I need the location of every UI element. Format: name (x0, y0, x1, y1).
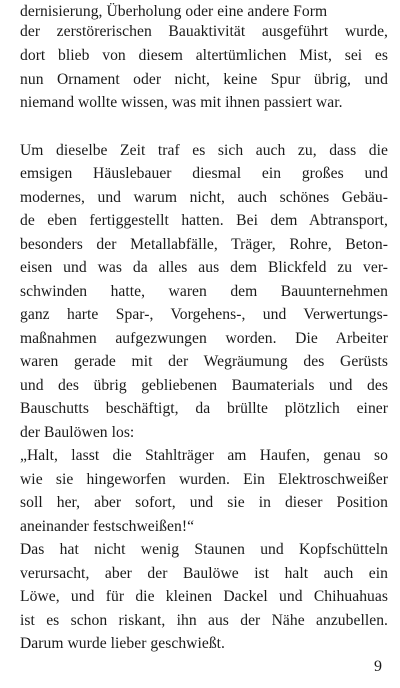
text-line: waren gerade mit der Wegräumung des Gerüsts (20, 353, 388, 370)
text-line: nun Ornament oder nicht, keine Spur übrig, und (20, 71, 388, 88)
page-number: 9 (374, 658, 382, 675)
text-line: schwinden hatte, waren dem Bauunternehmen (20, 283, 388, 300)
text-line: ist es schon riskant, ihn aus der Nähe anzubellen. (20, 612, 388, 629)
text-line: emsigen Häuslebauer diesmal ein großes und (20, 165, 388, 182)
text-line: und des übrig gebliebenen Baumaterials und des (20, 377, 388, 394)
text-line: maßnahmen aufgezwungen worden. Die Arbeiter (20, 330, 388, 347)
text-line: der zerstörerischen Bauaktivität ausgeführt wurde, (20, 23, 388, 40)
text-line: verursacht, aber der Baulöwe ist halt auch ein (20, 565, 388, 582)
text-line: der Baulöwen los: (20, 424, 135, 441)
text-line: modernes, und warum nicht, auch schönes Gebäu- (20, 189, 388, 206)
text-line: dort blieb von diesem altertümlichen Mist, sei es (20, 47, 388, 64)
book-page (20, 0, 388, 688)
text-line: niemand wollte wissen, was mit ihnen passiert war. (20, 94, 343, 111)
text-line: wie sie hingeworfen wurden. Ein Elektroschweißer (20, 471, 388, 488)
text-line: dernisierung, Überholung oder eine andere Form (20, 3, 328, 20)
text-line: ganz harte Spar-, Vorgehens-, und Verwertungs- (20, 306, 388, 323)
text-line: Um dieselbe Zeit traf es sich auch zu, dass die (20, 142, 388, 159)
text-line: de eben fertiggestellt hatten. Bei dem Abtransport, (20, 212, 388, 229)
text-line: soll her, aber sofort, und sie in dieser Position (20, 494, 388, 511)
text-line: eisen und was da alles aus dem Blickfeld zu ver- (20, 259, 388, 276)
text-line: Löwe, und für die kleinen Dackel und Chihuahuas (20, 588, 388, 605)
text-line: besonders der Metallabfälle, Träger, Rohre, Beton- (20, 236, 388, 253)
text-line: Bauschutts beschäftigt, da brüllte plötzlich einer (20, 400, 388, 417)
text-line: Das hat nicht wenig Staunen und Kopfschütteln (20, 541, 388, 558)
text-line: aneinander festschweißen!“ (20, 518, 195, 535)
text-line: Darum wurde lieber geschwießt. (20, 635, 226, 652)
text-line: „Halt, lasst die Stahlträger am Haufen, genau so (20, 447, 388, 464)
